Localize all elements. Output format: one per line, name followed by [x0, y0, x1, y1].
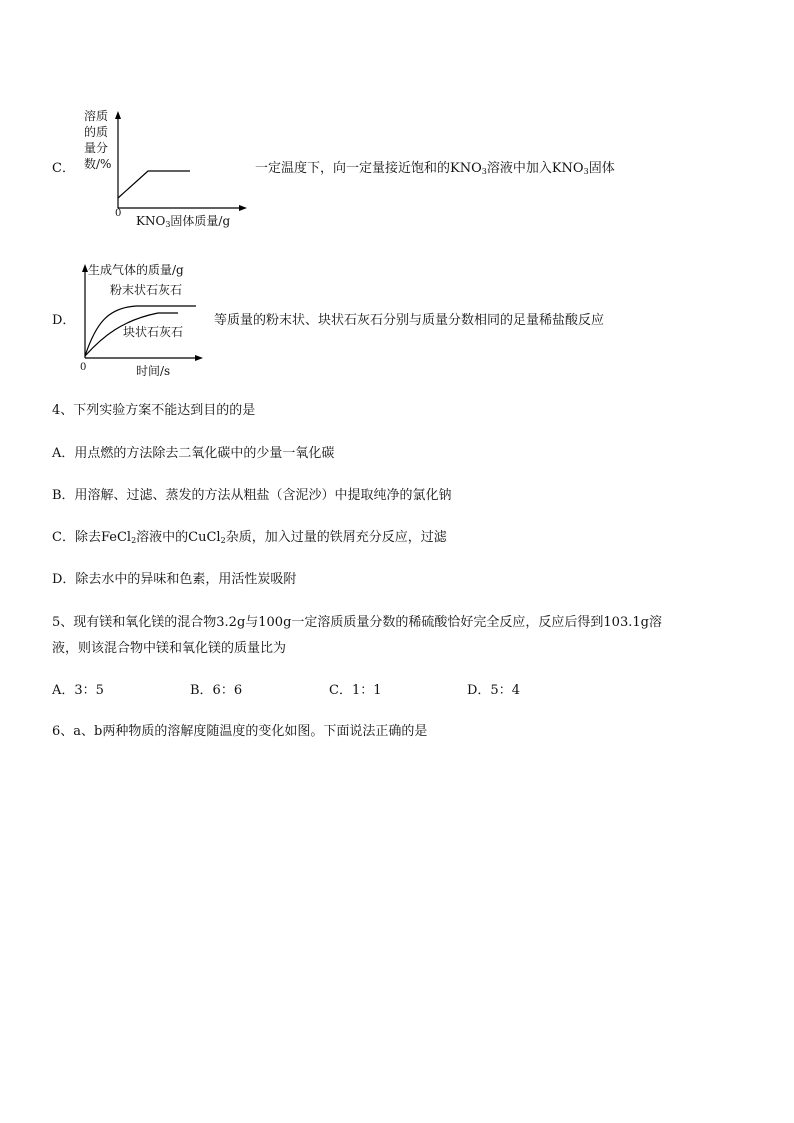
- graph-d: [78, 258, 208, 376]
- question-4-option-b: B．用溶解、过滤、蒸发的方法从粗盐（含泥沙）中提取纯净的氯化钠: [52, 488, 452, 503]
- graph-d-y-title: 生成气体的质量/g: [88, 263, 184, 277]
- option-c-label: C．: [52, 161, 75, 176]
- graph-c-y-title: [84, 108, 111, 172]
- question-4-option-c: C．除去FeCl$_2$溶液中的CuCl$_2$杂质，加入过量的铁屑充分反应，过滤: [52, 530, 447, 545]
- graph-d-powder-label: 粉末状石灰石: [110, 283, 183, 297]
- graph-d-lump-label: 块状石灰石: [123, 325, 184, 339]
- graph-d-x-arrow: [195, 355, 203, 361]
- graph-c-y-title-3: 量分: [84, 141, 109, 155]
- graph-d-x-title: 时间/s: [136, 364, 171, 378]
- question-5-option-b: B．6：6: [190, 683, 243, 698]
- question-4-option-a: A．用点燃的方法除去二氧化碳中的少量一氧化碳: [52, 446, 335, 461]
- question-5-option-a: A．3：5: [52, 683, 104, 698]
- graph-c: [80, 108, 250, 230]
- question-6-stem: 6、a、b两种物质的溶解度随温度的变化如图。下面说法正确的是: [52, 724, 428, 739]
- question-4-stem: 4、下列实验方案不能达到目的的是: [52, 403, 256, 418]
- option-d-label: D．: [52, 313, 76, 328]
- graph-c-y-arrow: [115, 111, 121, 119]
- question-4-option-d: D．除去水中的异味和色素，用活性炭吸附: [52, 572, 297, 587]
- question-5-stem-line-1: 5、现有镁和氧化镁的混合物3.2g与100g一定溶质质量分数的稀硫酸恰好完全反应，反应后得到103.1g溶: [52, 615, 662, 630]
- option-d-description: 等质量的粉末状、块状石灰石分别与质量分数相同的足量稀盐酸反应: [214, 313, 605, 328]
- graph-c-origin: 0: [115, 208, 122, 219]
- question-5-option-d: D．5：4: [467, 683, 520, 698]
- question-5-stem-line-2: 液，则该混合物中镁和氧化镁的质量比为: [52, 641, 287, 656]
- option-c-description: 一定温度下，向一定量接近饱和的$KNO_3$溶液中加入$KNO_3$固体: [255, 161, 615, 176]
- question-5-option-c: C．1：1: [329, 683, 382, 698]
- graph-c-curve: [118, 171, 190, 198]
- graph-d-origin: 0: [80, 362, 87, 373]
- graph-c-x-arrow: [239, 205, 247, 211]
- graph-c-y-title-4: 数/%: [84, 157, 112, 171]
- graph-c-x-title: $KNO_3$固体质量/g: [136, 214, 231, 229]
- graph-c-y-title-1: 溶质: [84, 109, 109, 123]
- graph-c-y-title-2: 的质: [84, 125, 109, 139]
